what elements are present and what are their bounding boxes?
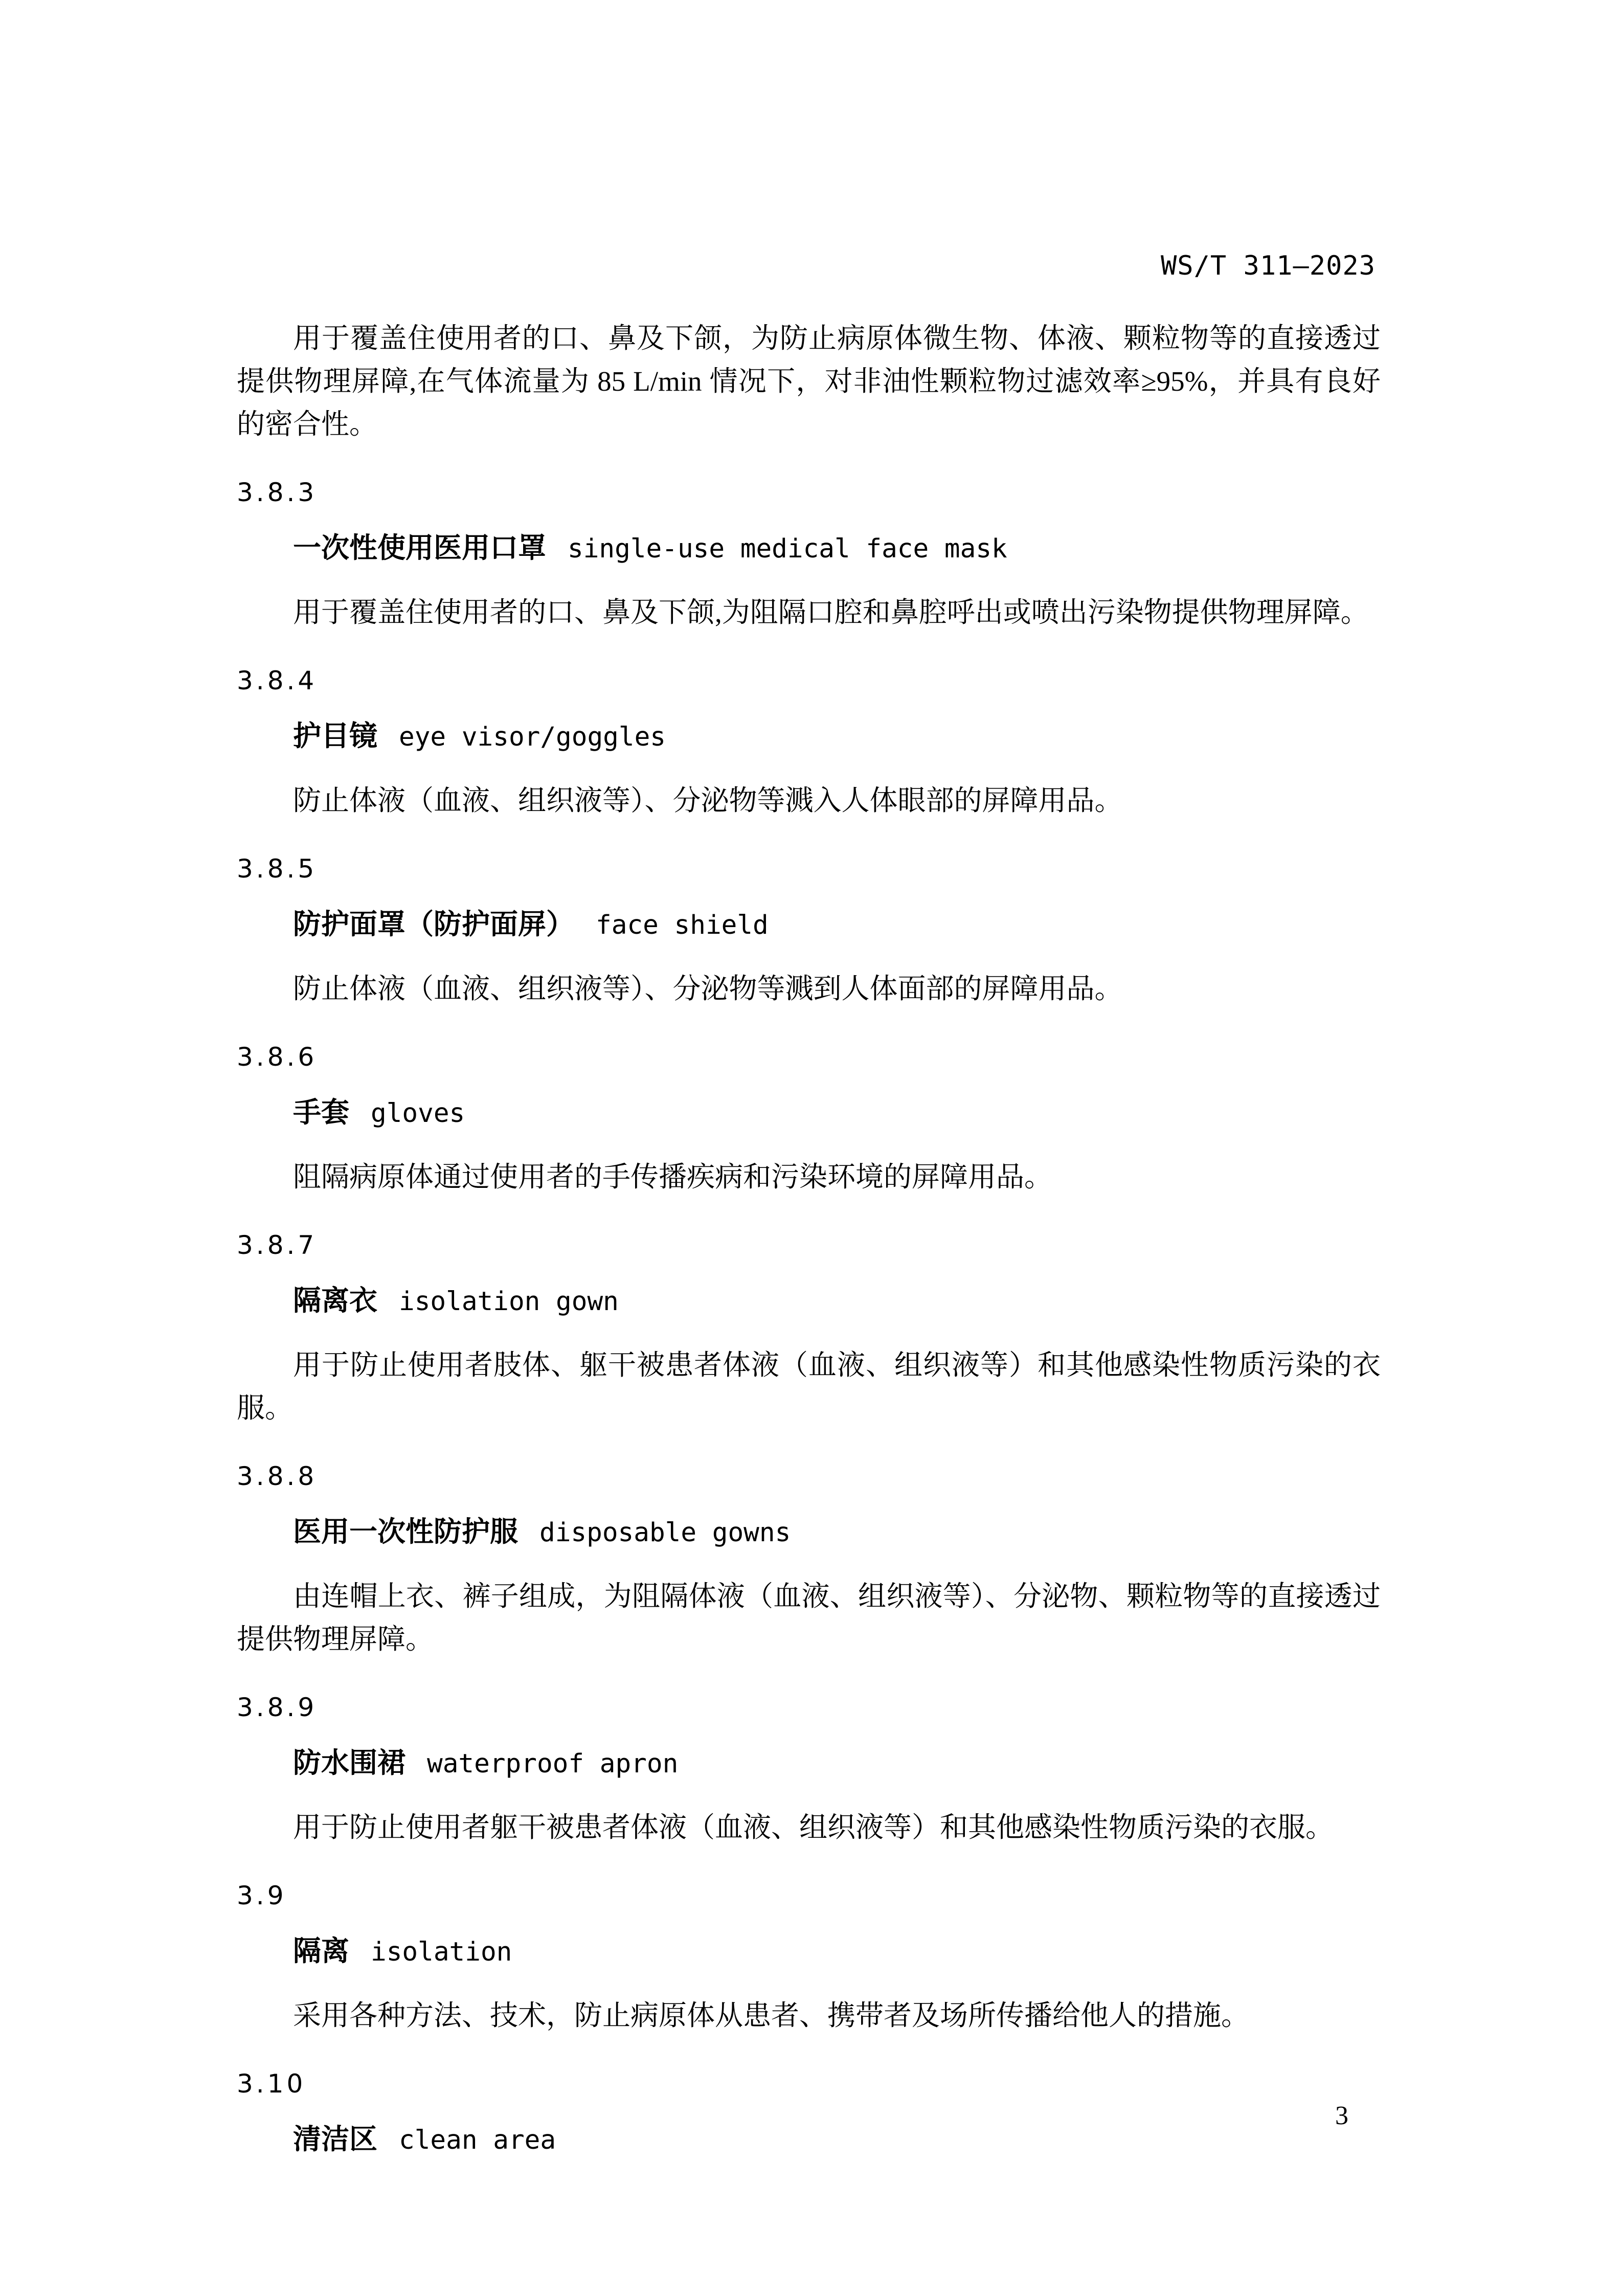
term-line [237, 1510, 1381, 1561]
term-section [237, 1686, 1381, 1849]
term-section [237, 471, 1381, 634]
term-en: isolation gown [399, 1287, 619, 1317]
term-definition: 阻隔病原体通过使用者的手传播疾病和污染环境的屏障用品。 [293, 1161, 1053, 1192]
term-zh: 隔离衣 [293, 1285, 378, 1316]
term-en: face shield [596, 910, 769, 940]
term-section [237, 659, 1381, 822]
term-line [237, 1091, 1381, 1141]
term-definition: 用于覆盖住使用者的口、鼻及下颌,为阻隔口腔和鼻腔呼出或喷出污染物提供物理屏障。 [293, 597, 1369, 628]
term-zh: 防水围裙 [293, 1747, 406, 1779]
term-line [237, 1279, 1381, 1330]
term-definition: 防止体液（血液、组织液等）、分泌物等溅到人体面部的屏障用品。 [293, 973, 1123, 1004]
term-section [237, 1036, 1381, 1199]
term-en: clean area [399, 2125, 556, 2155]
term-line [237, 2118, 1381, 2168]
page-number: 3 [1335, 2101, 1348, 2130]
term-zh: 手套 [293, 1096, 350, 1128]
intro-paragraph: 用于覆盖住使用者的口、鼻及下颌，为防止病原体微生物、体液、颗粒物等的直接透过提供物理屏障,在气体流量为 85 L/min 情况下，对非油性颗粒物过滤效率≥95%，并具有良好的密合性。 [237, 323, 1381, 440]
term-zh: 一次性使用医用口罩 [293, 532, 547, 564]
term-section [237, 1224, 1381, 1430]
section-number: 3.8.7 [237, 1230, 318, 1260]
doc-code-header: WS/T 311—2023 [1161, 251, 1376, 281]
term-section [237, 1455, 1381, 1661]
page-content [237, 317, 1381, 2168]
section-number: 3.9 [237, 1881, 287, 1910]
term-section [237, 1874, 1381, 2037]
term-zh: 隔离 [293, 1935, 350, 1967]
section-number: 3.8.6 [237, 1042, 318, 1072]
term-line [237, 903, 1381, 953]
term-line [237, 1929, 1381, 1980]
term-line [237, 714, 1381, 765]
term-definition: 用于防止使用者肢体、躯干被患者体液（血液、组织液等）和其他感染性物质污染的衣服。 [237, 1349, 1381, 1424]
section-number: 3.8.4 [237, 666, 318, 695]
term-en: eye visor/goggles [399, 722, 666, 752]
term-section [237, 847, 1381, 1010]
term-definition: 防止体液（血液、组织液等）、分泌物等溅入人体眼部的屏障用品。 [293, 785, 1123, 816]
term-zh: 医用一次性防护服 [293, 1516, 519, 1547]
term-zh: 防护面罩（防护面屏） [293, 908, 575, 940]
term-en: gloves [371, 1098, 465, 1129]
term-en: single-use medical face mask [568, 534, 1007, 564]
term-en: disposable gowns [539, 1518, 791, 1548]
term-line [237, 1741, 1381, 1792]
term-line [237, 526, 1381, 577]
term-en: waterproof apron [427, 1749, 679, 1779]
section-number: 3.8.5 [237, 854, 318, 884]
term-en: isolation [371, 1937, 512, 1967]
section-number: 3.8.8 [237, 1461, 318, 1491]
section-number: 3.8.3 [237, 478, 318, 507]
term-definition: 采用各种方法、技术，防止病原体从患者、携带者及场所传播给他人的措施。 [293, 2000, 1250, 2031]
section-number: 3.10 [237, 2069, 306, 2099]
term-definition: 用于防止使用者躯干被患者体液（血液、组织液等）和其他感染性物质污染的衣服。 [293, 1812, 1334, 1843]
term-zh: 清洁区 [293, 2123, 378, 2155]
term-zh: 护目镜 [293, 720, 378, 752]
term-section [237, 2062, 1381, 2168]
term-definition: 由连帽上衣、裤子组成，为阻隔体液（血液、组织液等）、分泌物、颗粒物等的直接透过提供物理屏障。 [237, 1581, 1381, 1655]
section-number: 3.8.9 [237, 1693, 318, 1722]
